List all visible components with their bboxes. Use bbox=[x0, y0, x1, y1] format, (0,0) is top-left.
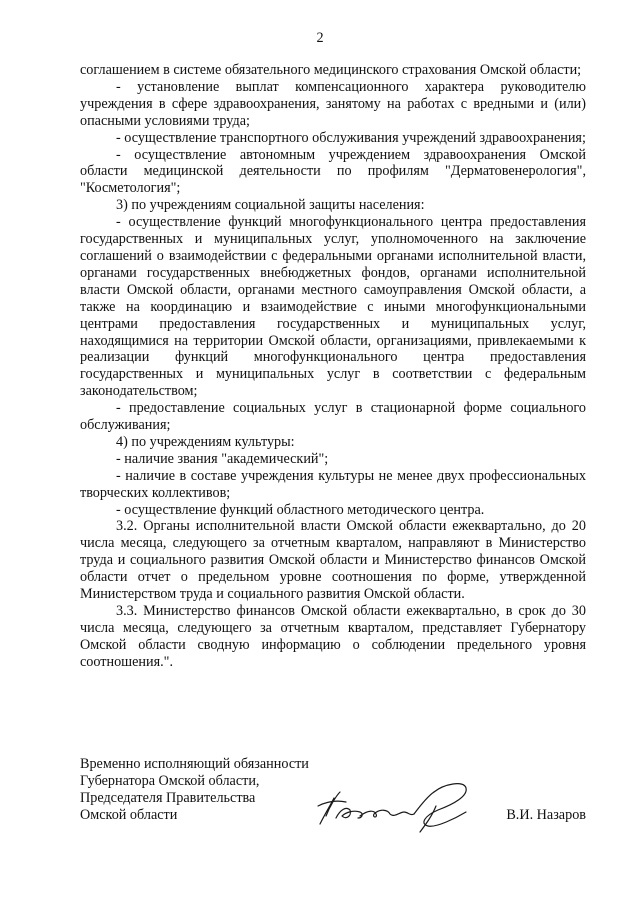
paragraph: - осуществление автономным учреждением здравоохранения Омской области медицинской деятельности по профилям "Дерматовенерология", "Косметология"; bbox=[80, 146, 586, 197]
paragraph: - осуществление функций многофункционального центра предоставления государственных и муниципальных услуг, уполномоченного на заключение соглашений о взаимодействии с федеральными органами исполнительной власти, органами государственных внебюджетных фондов, органами исполнительной власти Омской области, органами местного самоуправления Омской области, а также на координацию и взаимодействие с иными многофункциональными центрами предоставления государственных и муниципальных услуг, находящимися на территории Омской области, организациями, привлекаемыми к реализации функций многофункционального центра предоставления государственных и муниципальных услуг в соответствии с федеральным законодательством; bbox=[80, 214, 586, 400]
signatory-title bbox=[80, 756, 309, 824]
paragraph: - наличие звания "академический"; bbox=[116, 450, 329, 467]
paragraph: 3.3. Министерство финансов Омской области ежеквартально, в срок до 30 числа месяца, следующего за отчетным кварталом, представляет Губернатору Омской области сводную информацию о соблюдении предельного уровня соотношения.". bbox=[80, 603, 586, 670]
signatory-title-line: Временно исполняющий обязанности bbox=[80, 756, 309, 772]
paragraph: 3.2. Органы исполнительной власти Омской области ежеквартально, до 20 числа месяца, следующего за отчетным кварталом, направляют в Министерство труда и социального развития Омской области и Министерство финансов Омской области отчет о предельном уровне соотношения по форме, утвержденной Министерством труда и социального развития Омской области. bbox=[80, 518, 586, 603]
signatory-title-line: Омской области bbox=[80, 806, 178, 823]
signatory-title-line: Губернатора Омской области, bbox=[80, 772, 260, 789]
signature-block bbox=[80, 756, 586, 836]
paragraph: - установление выплат компенсационного характера руководителю учреждения в сфере здравоохранения, занятому на работах с вредными и (или) опасными условиями труда; bbox=[80, 78, 586, 129]
signatory-title-line: Председателя Правительства bbox=[80, 789, 256, 806]
paragraph: - осуществление функций областного методического центра. bbox=[116, 501, 485, 518]
signatory-name: В.И. Назаров bbox=[506, 807, 586, 823]
document-body bbox=[80, 62, 586, 671]
paragraph: - наличие в составе учреждения культуры не менее двух профессиональных творческих коллективов; bbox=[80, 467, 586, 501]
paragraph: соглашением в системе обязательного медицинского страхования Омской области; bbox=[80, 62, 582, 78]
page-number: 2 bbox=[316, 30, 324, 46]
paragraph: 4) по учреждениям культуры: bbox=[116, 433, 295, 450]
paragraph: - осуществление транспортного обслуживания учреждений здравоохранения; bbox=[116, 129, 586, 146]
paragraph: 3) по учреждениям социальной защиты населения: bbox=[116, 197, 425, 214]
paragraph: - предоставление социальных услуг в стационарной форме социального обслуживания; bbox=[80, 400, 586, 434]
handwritten-signature bbox=[316, 776, 476, 836]
